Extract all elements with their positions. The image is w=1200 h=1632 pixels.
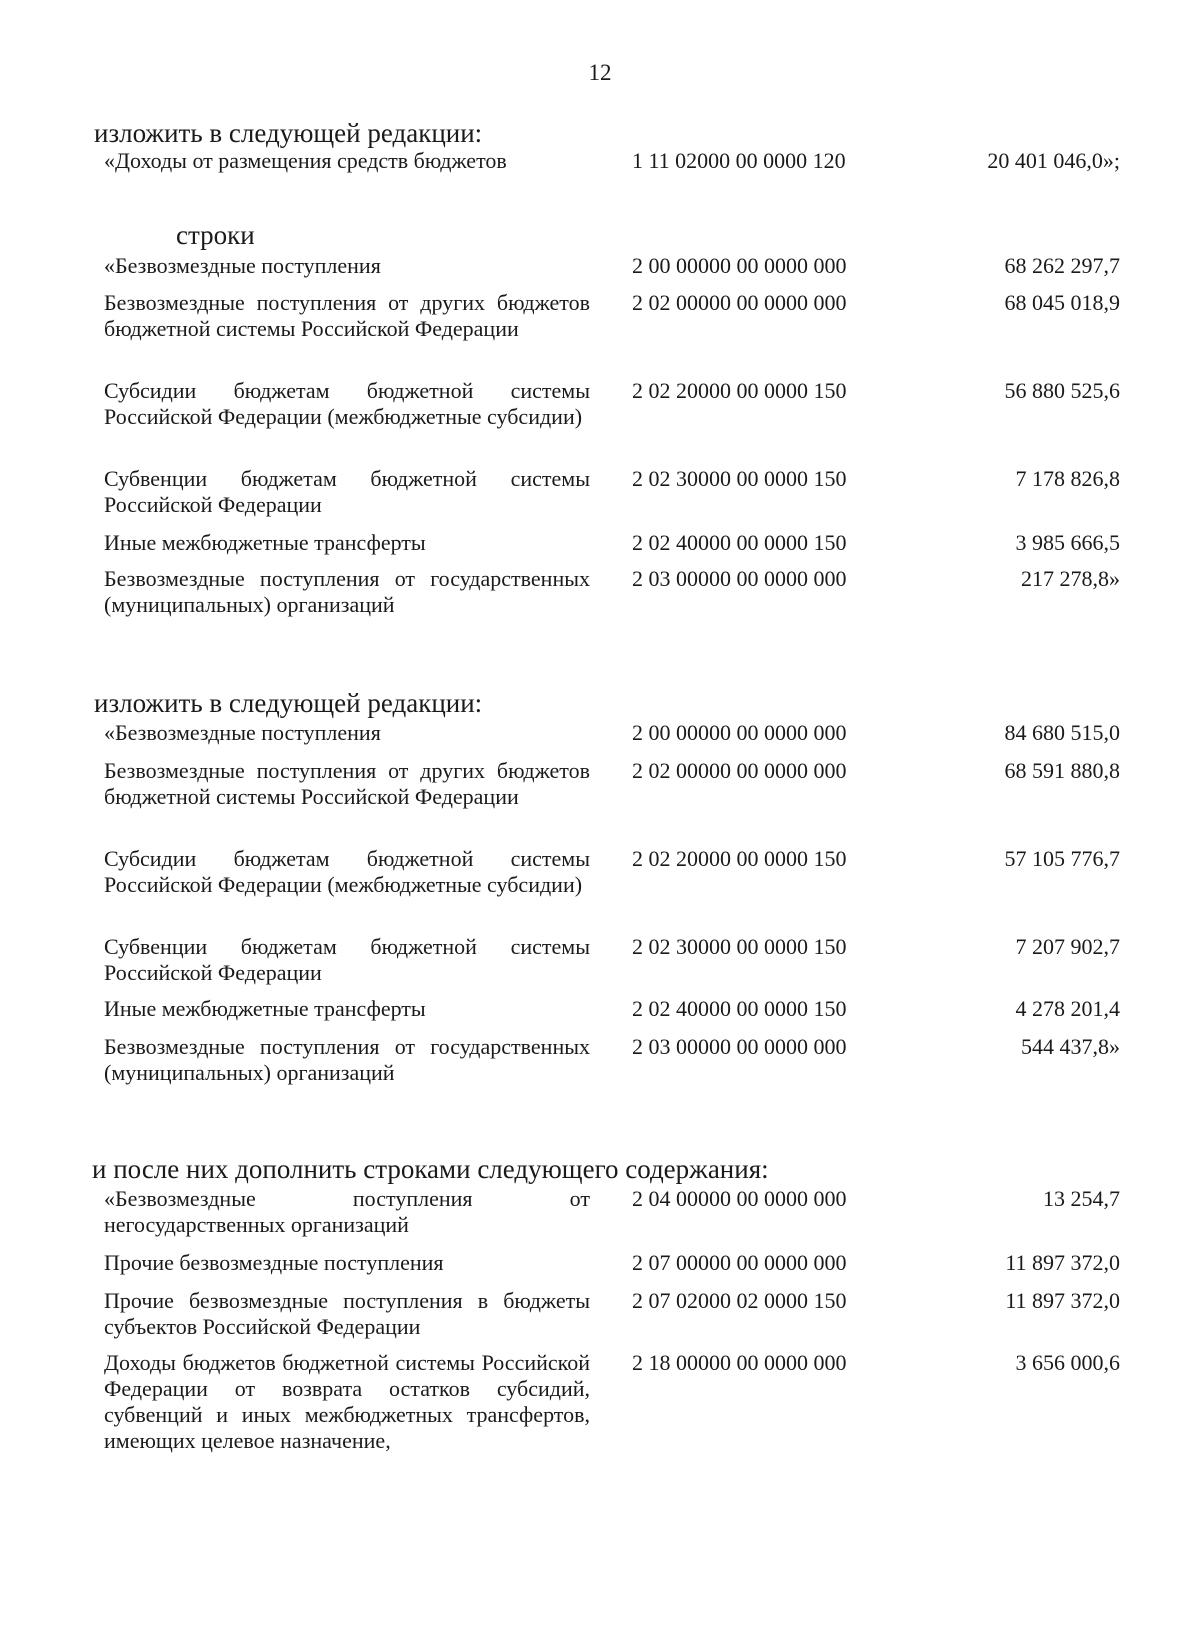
row-code: 2 03 00000 00 0000 000 bbox=[632, 1034, 847, 1059]
row-code: 2 07 02000 02 0000 150 bbox=[632, 1288, 847, 1313]
row-description: Субсидии бюджетам бюджетной системы Российской Федерации (межбюджетные субсидии) bbox=[104, 378, 590, 429]
row-code: 2 04 00000 00 0000 000 bbox=[632, 1186, 847, 1211]
row-description: Прочие безвозмездные поступления bbox=[104, 1250, 444, 1275]
row-description: Иные межбюджетные трансферты bbox=[104, 996, 426, 1021]
row-code: 2 02 30000 00 0000 150 bbox=[632, 466, 847, 491]
row-code: 2 03 00000 00 0000 000 bbox=[632, 566, 847, 591]
row-code: 2 02 00000 00 0000 000 bbox=[632, 290, 847, 315]
row-description: Субсидии бюджетам бюджетной системы Российской Федерации (межбюджетные субсидии) bbox=[104, 846, 590, 897]
row-amount: 56 880 525,6 bbox=[1004, 378, 1120, 403]
row-code: 2 00 00000 00 0000 000 bbox=[632, 720, 847, 745]
row-code: 2 02 40000 00 0000 150 bbox=[632, 996, 847, 1021]
page-number: 12 bbox=[588, 60, 612, 85]
row-description: Безвозмездные поступления от государственных (муниципальных) организаций bbox=[104, 566, 590, 617]
row-description: Прочие безвозмездные поступления в бюджеты субъектов Российской Федерации bbox=[104, 1288, 590, 1339]
row-code: 2 00 00000 00 0000 000 bbox=[632, 253, 847, 278]
row-amount: 68 591 880,8 bbox=[1004, 758, 1120, 783]
row-amount: 7 207 902,7 bbox=[1015, 934, 1120, 959]
row-code: 1 11 02000 00 0000 120 bbox=[632, 148, 846, 173]
row-description: Субвенции бюджетам бюджетной системы Российской Федерации bbox=[104, 934, 590, 985]
row-amount: 544 437,8» bbox=[1021, 1034, 1120, 1059]
row-description: «Безвозмездные поступления bbox=[104, 720, 381, 745]
row-amount: 68 262 297,7 bbox=[1004, 253, 1120, 278]
row-amount: 84 680 515,0 bbox=[1004, 720, 1120, 745]
row-description: Безвозмездные поступления от государственных (муниципальных) организаций bbox=[104, 1034, 590, 1085]
row-code: 2 02 00000 00 0000 000 bbox=[632, 758, 847, 783]
row-code: 2 02 40000 00 0000 150 bbox=[632, 530, 847, 555]
row-amount: 57 105 776,7 bbox=[1004, 846, 1120, 871]
row-amount: 217 278,8» bbox=[1021, 566, 1120, 591]
row-amount: 3 985 666,5 bbox=[1015, 530, 1120, 555]
row-code: 2 02 20000 00 0000 150 bbox=[632, 846, 847, 871]
row-description: «Безвозмездные поступления от негосударственных организаций bbox=[104, 1186, 590, 1237]
row-description: Субвенции бюджетам бюджетной системы Российской Федерации bbox=[104, 466, 590, 517]
row-amount: 20 401 046,0»; bbox=[987, 148, 1120, 173]
row-description: Безвозмездные поступления от других бюджетов бюджетной системы Российской Федерации bbox=[104, 758, 590, 809]
row-description: «Доходы от размещения средств бюджетов bbox=[104, 148, 507, 173]
section-heading: и после них дополнить строками следующего содержания: bbox=[92, 1154, 769, 1184]
row-amount: 11 897 372,0 bbox=[1005, 1288, 1120, 1313]
row-description: Доходы бюджетов бюджетной системы Российской Федерации от возврата остатков субсидий, субвенций и иных межбюджетных трансфертов, имеющих целевое назначение, bbox=[104, 1350, 590, 1453]
row-amount: 4 278 201,4 bbox=[1015, 996, 1120, 1021]
section-heading: строки bbox=[176, 220, 255, 250]
row-amount: 7 178 826,8 bbox=[1015, 466, 1120, 491]
row-amount: 68 045 018,9 bbox=[1004, 290, 1120, 315]
row-code: 2 18 00000 00 0000 000 bbox=[632, 1350, 847, 1375]
row-description: «Безвозмездные поступления bbox=[104, 253, 381, 278]
row-amount: 3 656 000,6 bbox=[1015, 1350, 1120, 1375]
section-heading: изложить в следующей редакции: bbox=[94, 688, 483, 718]
section-heading: изложить в следующей редакции: bbox=[94, 118, 483, 148]
row-description: Безвозмездные поступления от других бюджетов бюджетной системы Российской Федерации bbox=[104, 290, 590, 341]
row-amount: 11 897 372,0 bbox=[1005, 1250, 1120, 1275]
row-amount: 13 254,7 bbox=[1043, 1186, 1120, 1211]
row-code: 2 02 20000 00 0000 150 bbox=[632, 378, 847, 403]
row-code: 2 07 00000 00 0000 000 bbox=[632, 1250, 847, 1275]
row-code: 2 02 30000 00 0000 150 bbox=[632, 934, 847, 959]
row-description: Иные межбюджетные трансферты bbox=[104, 530, 426, 555]
